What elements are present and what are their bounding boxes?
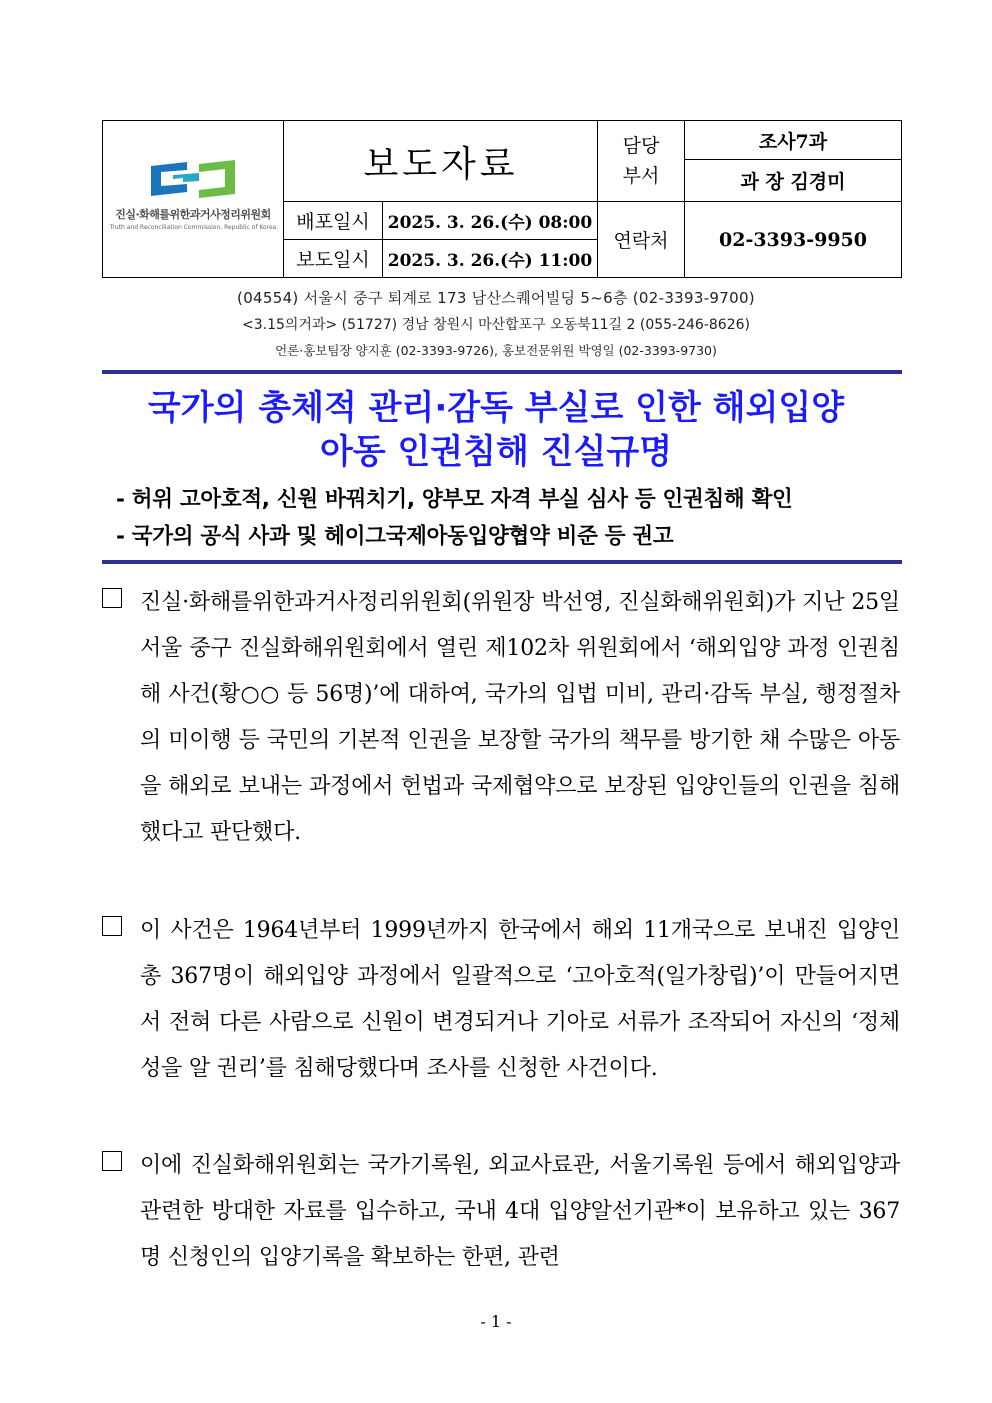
paragraph-text: 진실·화해를위한과거사정리위원회(위원장 박선영, 진실화해위원회)가 지난 25일 서울 중구 진실화해위원회에서 열린 제102차 위원회에서 ‘해외입양 과정 인권침해 사건(황○○ 등 56명)’에 대하여, 국가의 입법 미비, 관리·감독 부실, 행정절차의 미이행 등 국민의 기본적 인권을 보장할 국가의 책무를 방기한 채 수많은 아동을 해외로 보내는 과정에서 헌법과 국제협약으로 보장된 입양인들의 인권을 침해했다고 판단했다. — [140, 590, 900, 845]
paragraph-text: 이 사건은 1964년부터 1999년까지 한국에서 해외 11개국으로 보내진 입양인 총 367명이 해외입양 과정에서 일괄적으로 ‘고아호적(일가창립)’이 만들어지면서 전혀 다른 사람으로 신원이 변경되거나 기아로 서류가 조작되어 자신의 ‘정체성을 알 권리’를 침해당했다며 조사를 신청한 사건이다. — [140, 918, 900, 1081]
page-number: - 1 - — [480, 1312, 512, 1331]
organization-name-korean: 진실·화해를위한과거사정리위원회 — [115, 207, 271, 221]
headline-line-1: 국가의 총체적 관리·감독 부실로 인한 해외입양 — [147, 388, 845, 428]
press-contacts: 언론·홍보팀장 양지훈 (02-3393-9726), 홍보전문위원 박영일 (02-3393-9730) — [275, 343, 717, 358]
headline-bottom-rule — [102, 560, 902, 564]
headline-line-2: 아동 인권침해 진실규명 — [319, 432, 673, 472]
document-title: 보도자료 — [363, 143, 519, 185]
release-date-label: 배포일시 — [296, 211, 370, 233]
subheadline-1: - 허위 고아호적, 신원 바꿔치기, 양부모 자격 부실 심사 등 인권침해 확인 — [116, 487, 793, 512]
press-date-value: 2025. 3. 26.(수) 11:00 — [387, 251, 593, 271]
contact-phone: 02-3393-9950 — [719, 228, 867, 251]
department-head: 과 장 김경미 — [740, 171, 846, 193]
commission-logo-icon — [147, 158, 239, 198]
press-date-label: 보도일시 — [296, 249, 370, 271]
contact-label: 연락처 — [613, 230, 669, 252]
department-label: 담당 부서 — [622, 135, 660, 187]
headline-top-rule — [102, 370, 902, 374]
press-release-header-table — [102, 120, 902, 278]
organization-logo — [103, 121, 283, 277]
head-office-address: (04554) 서울시 중구 퇴계로 173 남산스퀘어빌딩 5~6층 (02-3393-9700) — [237, 289, 755, 307]
branch-office-address: <3.15의거과> (51727) 경남 창원시 마산합포구 오동북11길 2 (055-246-8626) — [242, 317, 750, 333]
subheadline-2: - 국가의 공식 사과 및 헤이그국제아동입양협약 비준 등 권고 — [116, 524, 674, 549]
checkbox-bullet-icon — [102, 916, 122, 936]
department-team: 조사7과 — [758, 130, 828, 153]
checkbox-bullet-icon — [102, 1151, 122, 1171]
paragraph-text: 이에 진실화해위원회는 국가기록원, 외교사료관, 서울기록원 등에서 해외입양과 관련한 방대한 자료를 입수하고, 국내 4대 입양알선기관*이 보유하고 있는 367명 신청인의 입양기록을 확보하는 한편, 관련 — [140, 1153, 900, 1270]
checkbox-bullet-icon — [102, 588, 122, 608]
release-date-value: 2025. 3. 26.(수) 08:00 — [387, 213, 593, 233]
organization-name-english: Truth and Reconciliation Commission, Republic of Korea — [109, 223, 277, 231]
